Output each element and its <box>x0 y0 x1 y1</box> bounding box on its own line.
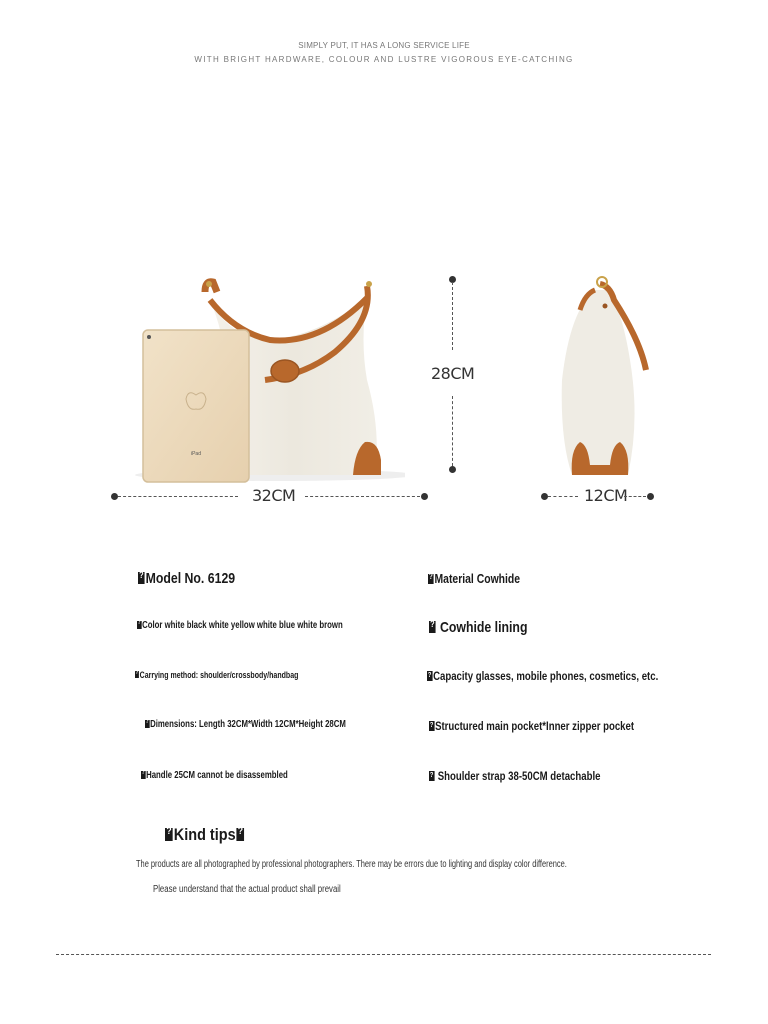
width-line-left <box>548 496 578 497</box>
bullet-icon <box>135 671 139 678</box>
bullet-icon <box>145 720 149 728</box>
length-line-right <box>305 496 420 497</box>
spec-handle: ?Handle 25CM cannot be disassembled <box>141 770 288 781</box>
product-dimension-diagram <box>0 260 768 520</box>
bullet-icon <box>236 828 244 841</box>
spec-material: ?Material Cowhide <box>428 571 520 586</box>
spec-shoulder-strap: ? Shoulder strap 38-50CM detachable <box>429 769 600 783</box>
kind-tips-title: ?Kind tips? <box>165 825 245 845</box>
width-marker-left <box>541 493 548 500</box>
bullet-icon <box>429 621 436 633</box>
spec-dimensions: ?Dimensions: Length 32CM*Width 12CM*Height 28CM <box>145 719 346 730</box>
spec-capacity: ?Capacity glasses, mobile phones, cosmetics, etc. <box>427 669 658 683</box>
kind-tips-line-2: Please understand that the actual product shall prevail <box>153 884 341 895</box>
bag-front-image <box>105 260 405 490</box>
length-marker-right <box>421 493 428 500</box>
kind-tips-line-1: The products are all photographed by professional photographers. There may be errors due to lighting and display color difference. <box>136 859 567 870</box>
bullet-icon <box>427 671 432 680</box>
bullet-icon <box>138 572 145 584</box>
spec-lining: ? Cowhide lining <box>429 619 527 636</box>
height-label: 28CM <box>427 364 478 383</box>
spec-model-number: ?Model No. 6129 <box>138 570 235 587</box>
spec-pockets: ?Structured main pocket*Inner zipper pocket <box>429 719 634 733</box>
length-marker-left <box>111 493 118 500</box>
section-divider <box>56 954 711 955</box>
svg-text:iPad: iPad <box>190 451 202 457</box>
height-marker-bottom <box>449 466 456 473</box>
height-line-top <box>452 282 453 350</box>
spec-carrying-method: ?Carrying method: shoulder/crossbody/handbag <box>135 670 298 680</box>
width-label: 12CM <box>580 486 631 505</box>
width-marker-right <box>647 493 654 500</box>
bullet-icon <box>429 771 434 780</box>
bag-side-image <box>550 270 660 480</box>
bullet-icon <box>141 771 145 779</box>
tagline-hardware: WITH BRIGHT HARDWARE, COLOUR AND LUSTRE VIGOROUS EYE-CATCHING <box>194 55 574 64</box>
bullet-icon <box>429 721 434 730</box>
length-line-left <box>118 496 238 497</box>
bullet-icon <box>165 828 173 841</box>
width-line-right <box>624 496 646 497</box>
length-label: 32CM <box>248 486 299 505</box>
spec-color: ?Color white black white yellow white blue white brown <box>137 620 343 631</box>
bullet-icon <box>137 621 141 629</box>
bullet-icon <box>428 574 434 584</box>
tagline-service-life: SIMPLY PUT, IT HAS A LONG SERVICE LIFE <box>298 41 470 50</box>
height-line-bottom <box>452 396 453 466</box>
